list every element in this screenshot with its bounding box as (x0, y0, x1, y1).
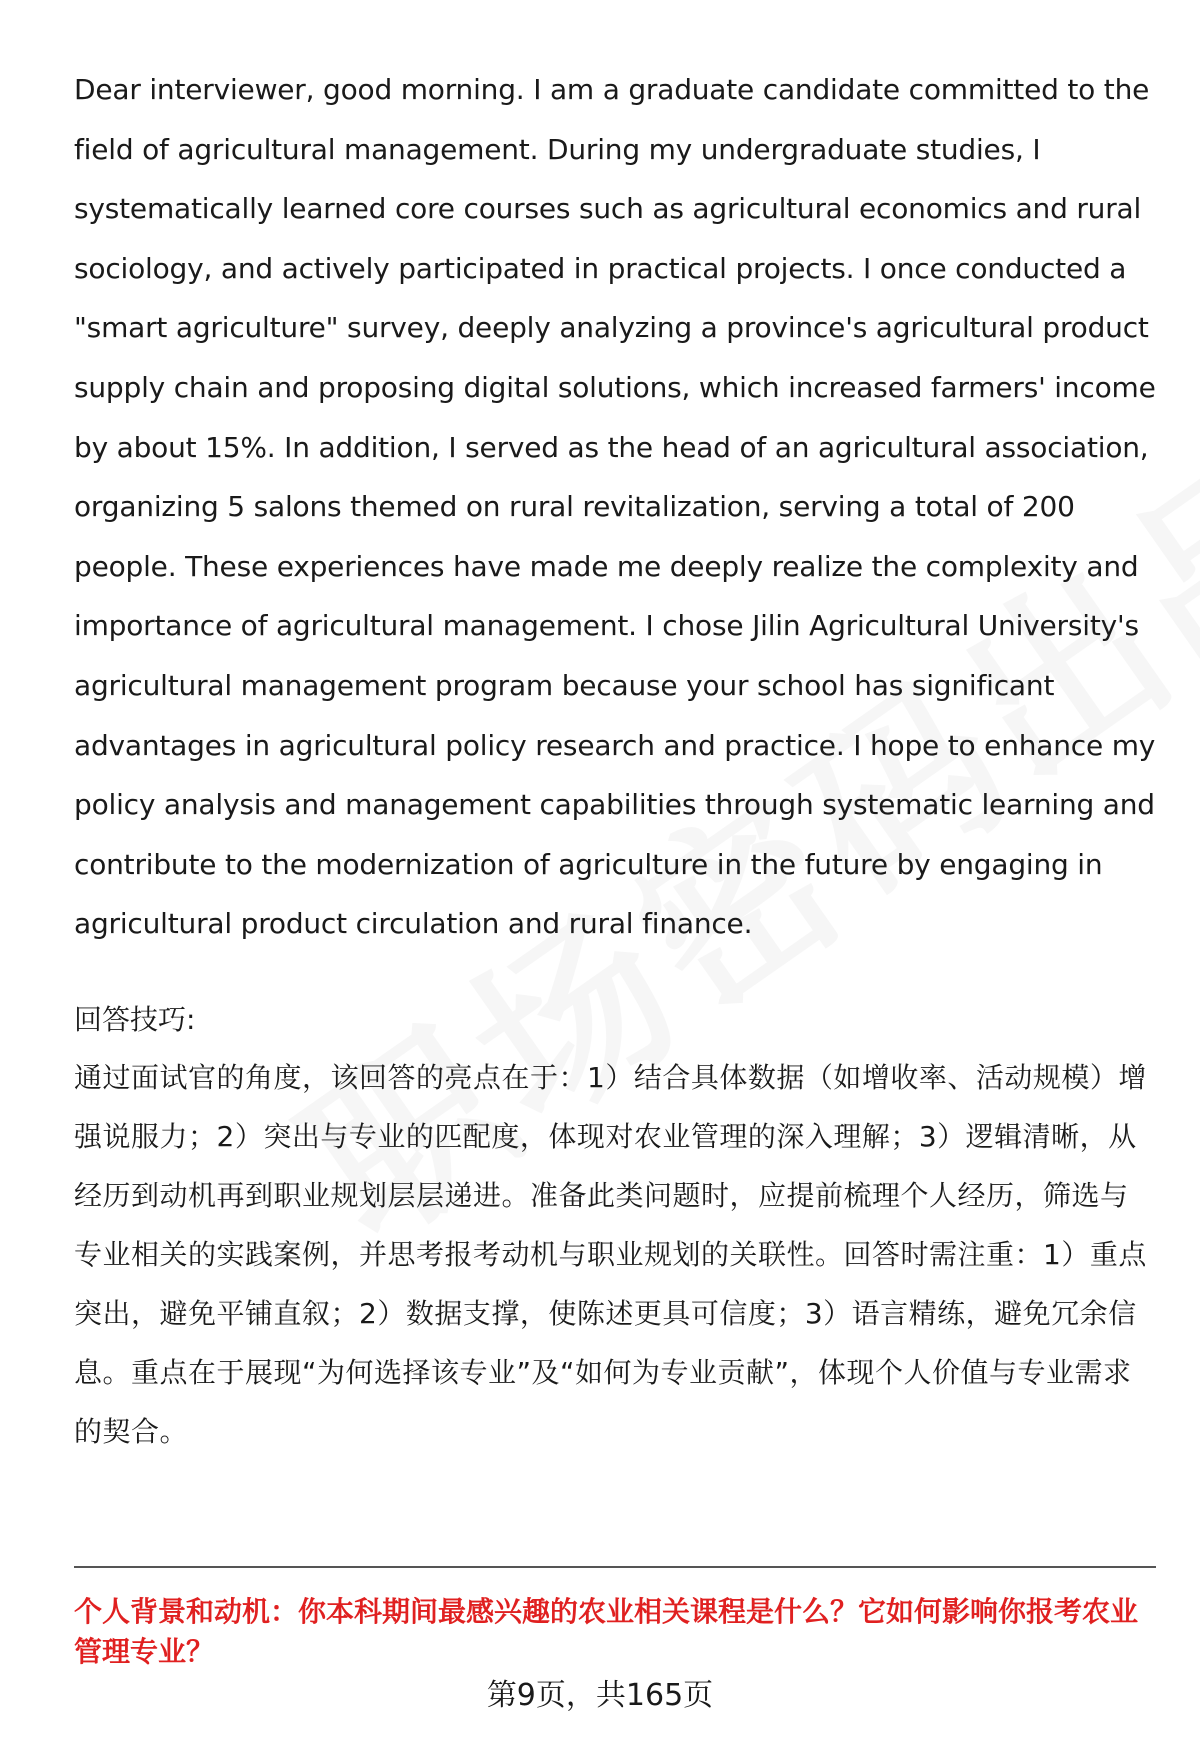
section-divider (74, 1566, 1156, 1568)
document-page (74, 60, 1156, 1461)
tips-heading: 回答技巧: (74, 1002, 196, 1036)
page-number: 第9页，共165页 (486, 1678, 714, 1713)
next-question-heading: 个人背景和动机：你本科期间最感兴趣的农业相关课程是什么？它如何影响你报考农业管理专业？ (74, 1595, 1139, 1668)
tips-body: 通过面试官的角度，该回答的亮点在于：1）结合具体数据（如增收率、活动规模）增强说服力；2）突出与专业的匹配度，体现对农业管理的深入理解；3）逻辑清晰，从经历到动机再到职业规划层层递进。准备此类问题时，应提前梳理个人经历，筛选与专业相关的实践案例，并思考报考动机与职业规划的关联性。回答时需注重：1）重点突出，避免平铺直叙；2）数据支撑，使陈述更具可信度；3）语言精练，避免冗余信息。重点在于展现“为何选择该专业”及“如何为专业贡献”，体现个人价值与专业需求的契合。 (74, 1060, 1147, 1448)
answer-paragraph: Dear interviewer, good morning. I am a graduate candidate committed to the field of agricultural management. During my undergraduate studies, I systematically learned core courses such as agricultural economics and rural sociology, and actively participated in practical projects. I once conducted a "smart agriculture" survey, deeply analyzing a province's agricultural product supply chain and proposing digital solutions, which increased farmers' income by about 15%. In addition, I served as the head of an agricultural association, organizing 5 salons themed on rural revitalization, serving a total of 200 people. These experiences have made me deeply realize the complexity and importance of agricultural management. I chose Jilin Agricultural University's agricultural management program because your school has significant advantages in agricultural policy research and practice. I hope to enhance my policy analysis and management capabilities through systematic learning and contribute to the modernization of agriculture in the future by engaging in agricultural product circulation and rural finance. (74, 73, 1156, 941)
